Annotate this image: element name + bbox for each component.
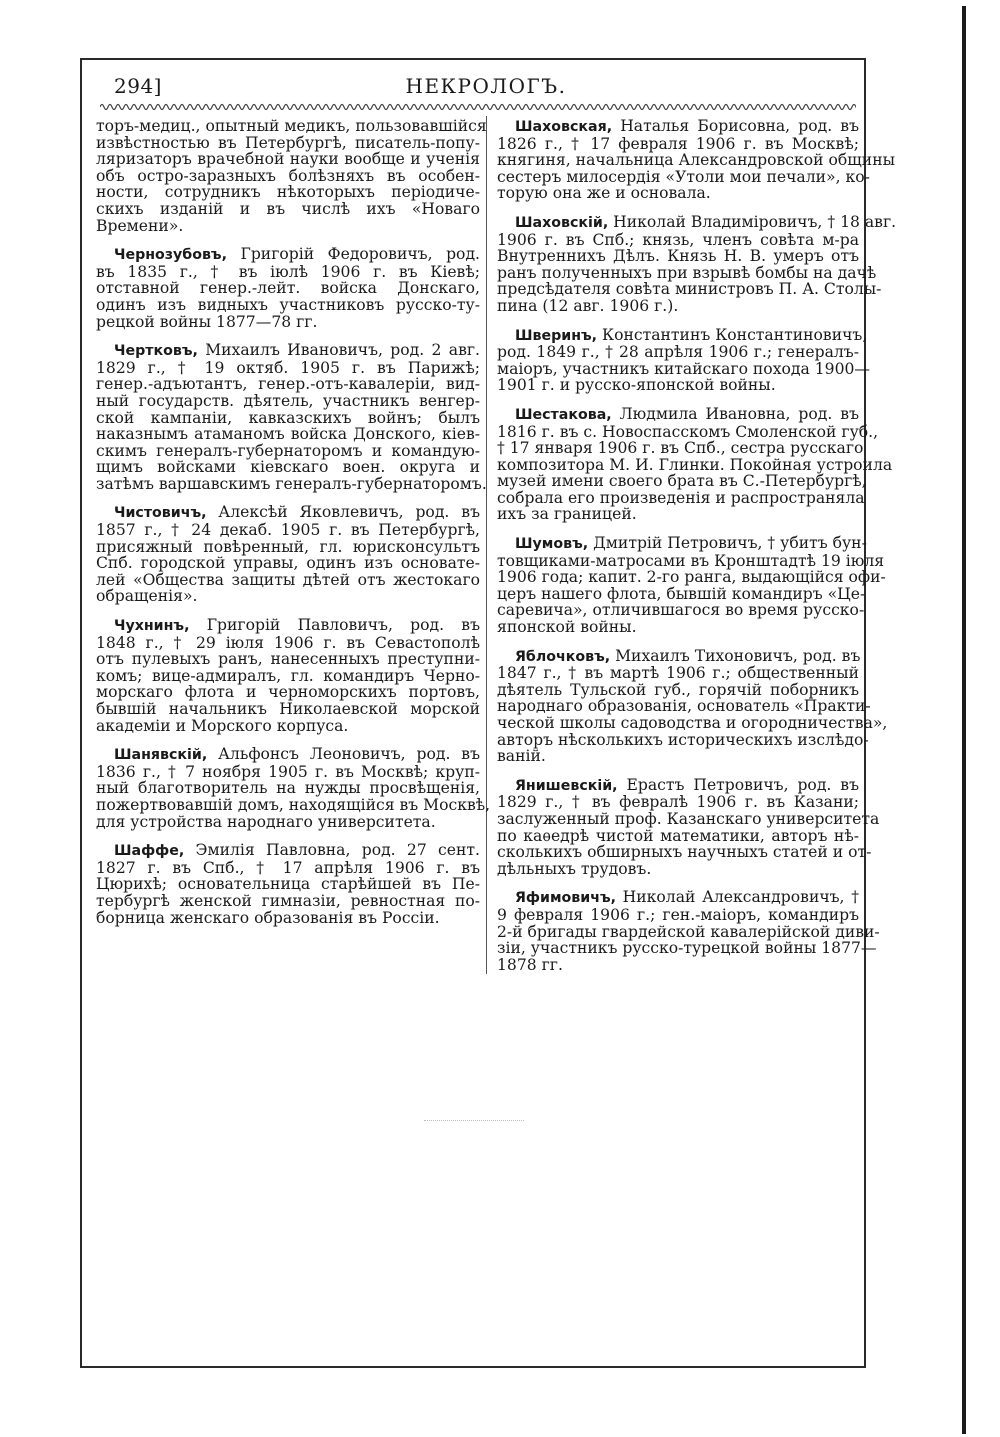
entry-line	[96, 474, 487, 493]
entry-text: лей «Общества защиты дѣтей отъ жестокаго	[96, 570, 480, 589]
entry-text: для устройства народнаго университета.	[96, 812, 436, 831]
entry-line	[497, 534, 867, 553]
entry-text: Григорій Павловичъ, род. въ	[189, 616, 480, 635]
entry-line	[497, 118, 859, 136]
entry-text: 1836 г., † 7 ноября 1905 г. въ Москвѣ; круп-	[96, 762, 480, 781]
entry-name: Шаховская,	[515, 119, 613, 135]
entry-text: 1827 г. въ Спб., † 17 апрѣля 1906 г. въ	[96, 858, 480, 877]
entry-name: Чернозубовъ,	[114, 247, 227, 264]
entry-line	[497, 472, 867, 491]
entry-line	[497, 359, 871, 378]
entry-line	[96, 893, 480, 910]
entry-line	[96, 168, 480, 185]
page-frame-top	[80, 58, 866, 60]
entry-line	[96, 376, 480, 393]
entry-line	[96, 701, 480, 718]
entry-line	[96, 218, 480, 235]
entry-line	[497, 665, 859, 682]
entry-line	[497, 601, 865, 620]
entry-text: церъ нашего флота, бывшій командиръ «Це-	[497, 584, 866, 603]
entry-name: Шаховскій,	[515, 214, 609, 231]
entry-line	[96, 459, 480, 476]
entry-line	[96, 718, 480, 735]
entry-line	[96, 539, 480, 556]
entry-line	[497, 777, 859, 795]
entry-text: предсѣдателя совѣта министровъ П. А. Столы-	[497, 280, 882, 299]
entry-text: музей имени своего брата въ С.-Петербургѣ,	[497, 472, 867, 491]
obituary-entry	[96, 246, 480, 330]
entry-name: Яфимовичъ,	[515, 890, 616, 907]
obituary-entry	[497, 775, 880, 878]
entry-line	[497, 280, 882, 299]
entry-text: собрала его произведенія и распространяла	[497, 488, 865, 507]
entry-text: объ остро-заразныхъ болѣзняхъ въ особен-	[96, 166, 480, 185]
entry-line	[497, 697, 871, 716]
entry-line	[96, 814, 480, 831]
entry-text: ческой школы садоводства и огородничества»,	[497, 714, 888, 732]
entry-name: Янишевскій,	[515, 777, 618, 794]
entry-text: наказнымъ атаманомъ войска Донского, кіев-	[96, 425, 480, 444]
entry-text: Внутреннихъ Дѣлъ. Князь Н. В. умеръ отъ	[497, 247, 859, 266]
entry-text: Наталья Борисовна, род. въ	[612, 117, 859, 135]
entry-line	[497, 232, 859, 249]
entry-line	[96, 684, 480, 701]
entry-line	[497, 648, 859, 666]
entry-line	[96, 314, 480, 331]
page-number: 294]	[114, 74, 162, 98]
entry-text: ской кампаніи, кавказскихъ войнъ; былъ	[96, 408, 480, 427]
entry-text: пожертвовавшій домъ, находящійся въ Москвѣ,	[96, 795, 491, 814]
obituary-entry	[497, 325, 871, 395]
obituary-entry	[497, 888, 880, 974]
column-divider	[486, 116, 487, 974]
entry-text: авторъ нѣсколькихъ историческихъ изслѣдо-	[497, 730, 869, 749]
entry-line	[497, 212, 897, 232]
entry-text: Николай Владиміровичъ, † 18 авг.	[608, 212, 897, 231]
entry-text: композитора М. И. Глинки. Покойная устроила	[497, 455, 893, 474]
entry-text: 1906 г. въ Спб.; князь, членъ совѣта м-ра	[497, 230, 859, 249]
entry-text: щимъ войсками кіевскаго воен. округа и	[96, 458, 480, 477]
entry-text: генер.-адъютантъ, генер.-отъ-кавалеріи, вид-	[96, 375, 480, 394]
entry-line	[497, 422, 879, 441]
obituary-entry	[497, 117, 895, 203]
entry-text: Цюрихѣ; основательница старѣйшей въ Пе-	[96, 875, 480, 894]
obituary-entry	[497, 646, 888, 766]
entry-text: 1848 г., † 29 іюля 1906 г. въ Севастополѣ	[96, 633, 480, 652]
entry-text: ляризаторъ врачебной науки вообще и ученія	[96, 150, 480, 169]
entry-text: академіи и Морского корпуса.	[96, 716, 349, 735]
entry-text: заслуженный проф. Казанскаго университета	[497, 809, 880, 828]
entry-line	[497, 439, 864, 458]
entry-line	[96, 504, 480, 522]
entry-line	[497, 136, 859, 153]
entry-text: торую она же и основала.	[497, 184, 711, 203]
entry-text: товщиками-матросами въ Кронштадтѣ 19 іюля	[497, 551, 885, 570]
entry-line	[497, 377, 859, 394]
entry-line	[96, 617, 480, 635]
entry-line	[497, 861, 859, 878]
entry-line	[497, 682, 859, 699]
entry-name: Чухнинъ,	[114, 618, 190, 635]
entry-line	[96, 780, 480, 797]
entry-line	[96, 117, 487, 135]
entry-line	[497, 167, 870, 186]
entry-text: сколькихъ обширныхъ научныхъ статей и от-	[497, 843, 872, 862]
entry-text: скимъ генералъ-губернаторомъ и командую-	[96, 441, 480, 460]
entry-text: ный государств. дѣятель, участникъ венгер-	[96, 391, 480, 410]
entry-line	[497, 939, 877, 958]
entry-text: зіи, участникъ русско-турецкой войны 1877—	[497, 939, 877, 958]
entry-text: ный благотворитель на нужды просвѣщенія,	[96, 779, 480, 798]
entry-text: отставной генер.-лейт. войска Донскаго,	[96, 279, 480, 298]
entry-line	[497, 809, 880, 828]
obituary-entry	[497, 534, 886, 637]
entry-text: пина (12 авг. 1906 г.).	[497, 296, 679, 315]
obituary-entry	[497, 212, 897, 315]
entry-text: ности, сотрудникъ нѣкоторыхъ періодиче-	[96, 183, 480, 202]
header-wavy-rule	[100, 102, 856, 112]
entry-text: сестеръ милосердія «Утоли мои печали», ко-	[497, 167, 870, 186]
entry-line	[497, 828, 859, 845]
entry-line	[96, 393, 480, 410]
entry-text: борница женскаго образованія въ Россіи.	[96, 908, 440, 927]
entry-line	[96, 426, 480, 443]
entry-text: ваній.	[497, 747, 546, 766]
entry-text: 1826 г., † 17 февраля 1906 г. въ Москвѣ;	[497, 134, 859, 153]
entry-line	[497, 584, 866, 603]
faint-ornament	[424, 1120, 524, 1125]
entry-text: одинъ изъ видныхъ участниковъ русско-ту-	[96, 295, 480, 314]
right-column	[497, 117, 897, 985]
entry-text: затѣмъ варшавскимъ генералъ-губернаторомъ.	[96, 474, 487, 493]
entry-line	[497, 568, 886, 587]
entry-text: скихъ изданій и въ числѣ ихъ «Новаго	[96, 199, 480, 218]
entry-text: род. 1849 г., † 28 апрѣля 1906 г.; генералъ-	[497, 343, 859, 362]
entry-line	[96, 555, 480, 572]
entry-text: дѣльныхъ трудовъ.	[497, 859, 652, 878]
entry-text: тербургѣ женской гимназіи, ревностная по-	[96, 891, 480, 910]
entry-line	[497, 406, 859, 424]
entry-line	[497, 957, 859, 974]
entry-text: 1906 года; капит. 2-го ранга, выдающійся офи-	[497, 568, 886, 587]
entry-text: ранъ полученныхъ при взрывѣ бомбы на дачѣ	[497, 263, 877, 282]
entry-line	[497, 325, 868, 345]
entry-text: Людмила Ивановна, род. въ	[611, 404, 859, 423]
entry-text: народнаго образованія, основатель «Практи-	[497, 697, 871, 716]
entry-line	[96, 522, 480, 539]
entry-name: Шверинъ,	[515, 327, 598, 344]
entry-text: 1901 г. и русско-японской войны.	[497, 376, 776, 395]
entry-line	[497, 714, 888, 732]
entry-line	[497, 506, 859, 523]
entry-line	[96, 651, 480, 668]
entry-text: Эмилія Павловна, род. 27 сент.	[184, 841, 480, 860]
obituary-entry	[96, 842, 480, 926]
entry-line	[96, 842, 480, 860]
entry-text: Ерастъ Петровичъ, род. въ	[617, 775, 859, 794]
entry-line	[497, 248, 859, 265]
entry-line	[96, 246, 480, 264]
entry-line	[96, 280, 480, 297]
entry-line	[96, 668, 480, 685]
entry-line	[96, 746, 480, 764]
entry-name: Чертковъ,	[114, 343, 198, 360]
entry-line	[497, 488, 865, 507]
entry-text: 1878 гг.	[497, 955, 563, 974]
entry-text: Михаилъ Ивановичъ, род. 2 авг.	[197, 341, 480, 360]
entry-text: 1829 г., † въ февралѣ 1906 г. въ Казани;	[497, 793, 859, 812]
entry-text: извѣстностью въ Петербургѣ, писатель-попу-	[96, 133, 480, 152]
entry-text: Николай Александровичъ, †	[616, 888, 859, 907]
entry-text: княгиня, начальница Александровской общины	[497, 151, 895, 170]
entry-line	[96, 876, 480, 893]
obituary-entry	[96, 341, 487, 493]
entry-text: 1829 г., † 19 октяб. 1905 г. въ Парижѣ;	[96, 358, 480, 377]
entry-line	[96, 910, 480, 927]
entry-line	[96, 410, 480, 427]
entry-text: 1857 г., † 24 декаб. 1905 г. въ Петербургѣ,	[96, 521, 480, 540]
entry-text: 1847 г., † въ мартѣ 1906 г.; общественный	[497, 664, 859, 683]
entry-text: дѣятель Тульской губ., горячій поборникъ	[497, 680, 859, 699]
entry-line	[96, 201, 480, 218]
obituary-entry	[96, 117, 487, 235]
entry-text: присяжный повѣренный, гл. юрисконсультъ	[96, 537, 480, 556]
entry-text: Григорій Федоровичъ, род.	[226, 245, 480, 264]
left-column	[96, 117, 491, 938]
entry-name: Яблочковъ,	[515, 648, 611, 665]
entry-text: саревича», отличившагося во время русско-	[497, 601, 865, 620]
entry-text: ихъ за границей.	[497, 505, 637, 524]
entry-text: рецкой войны 1877—78 гг.	[96, 312, 318, 331]
entry-text: Константинъ Константиновичъ,	[597, 325, 868, 344]
entry-line	[96, 297, 480, 314]
entry-line	[497, 730, 869, 749]
entry-line	[497, 794, 859, 811]
entry-text: Михаилъ Тихоновичъ, род. въ	[610, 646, 861, 665]
running-header	[114, 74, 858, 104]
obituary-entry	[96, 617, 480, 734]
entry-line	[96, 184, 480, 201]
entry-line	[497, 922, 880, 941]
entry-name: Шестакова,	[515, 406, 612, 423]
entry-text: Спб. городской управы, одинъ изъ основате-	[96, 554, 480, 573]
obituary-entry	[96, 504, 480, 605]
entry-line	[96, 588, 480, 605]
entry-line	[96, 764, 480, 781]
entry-line	[96, 264, 480, 281]
entry-line	[497, 185, 859, 202]
entry-text: 1816 г. въ с. Новоспасскомъ Смоленской губ.,	[497, 422, 879, 441]
entry-line	[497, 263, 877, 282]
entry-line	[96, 635, 480, 652]
entry-line	[497, 551, 885, 570]
entry-line	[497, 455, 893, 474]
page-edge-rule	[962, 6, 966, 1434]
entry-line	[497, 344, 859, 361]
entry-line	[497, 889, 859, 907]
entry-name: Шумовъ,	[515, 536, 589, 553]
entry-line	[497, 843, 872, 862]
entry-text: обращенія».	[96, 587, 198, 606]
entry-name: Шаффе,	[114, 843, 185, 860]
obituary-entry	[497, 404, 893, 524]
entry-line	[96, 795, 491, 814]
entry-text: въ 1835 г., † въ іюлѣ 1906 г. въ Кіевѣ;	[96, 262, 480, 281]
entry-line	[497, 619, 859, 636]
entry-line	[96, 135, 480, 152]
entry-line	[96, 342, 480, 360]
entry-text: 2-й бригады гвардейской кавалерійской диви-	[497, 922, 880, 941]
entry-line	[497, 907, 859, 924]
entry-text: маіоръ, участникъ китайскаго похода 1900—	[497, 359, 871, 378]
entry-text: комъ; вице-адмиралъ, гл. командиръ Черно-	[96, 666, 480, 685]
entry-text: 9 февраля 1906 г.; ген.-маіоръ, командиръ	[497, 905, 859, 924]
obituary-entry	[96, 745, 491, 831]
entry-text: Дмитрій Петровичъ, † убитъ бун-	[588, 534, 867, 553]
entry-name: Шанявскій,	[114, 747, 208, 764]
entry-text: по каѳедрѣ чистой математики, авторъ нѣ-	[497, 826, 859, 845]
entry-line	[497, 748, 859, 765]
entry-text: Алексѣй Яковлевичъ, род. въ	[206, 503, 480, 522]
entry-line	[497, 298, 859, 315]
entry-line	[96, 860, 480, 877]
entry-text: Времени».	[96, 216, 184, 235]
entry-line	[96, 572, 480, 589]
entry-text: бывшій начальникъ Николаевской морской	[96, 700, 480, 718]
entry-text: Альфонсъ Леоновичъ, род. въ	[207, 745, 480, 764]
entry-line	[497, 151, 895, 170]
page-title: НЕКРОЛОГЪ.	[405, 74, 567, 98]
entry-line	[96, 151, 480, 168]
entry-name: Чистовичъ,	[114, 505, 207, 522]
entry-text: морскаго флота и черноморскихъ портовъ,	[96, 683, 480, 702]
entry-text: отъ пулевыхъ ранъ, нанесенныхъ преступни-	[96, 650, 480, 669]
entry-line	[96, 443, 480, 460]
entry-line	[96, 360, 480, 377]
entry-text: торъ-медиц., опытный медикъ, пользовавшійся	[96, 117, 487, 135]
entry-text: † 17 января 1906 г. въ Спб., сестра русскаго	[497, 439, 864, 458]
entry-text: японской войны.	[497, 618, 637, 637]
